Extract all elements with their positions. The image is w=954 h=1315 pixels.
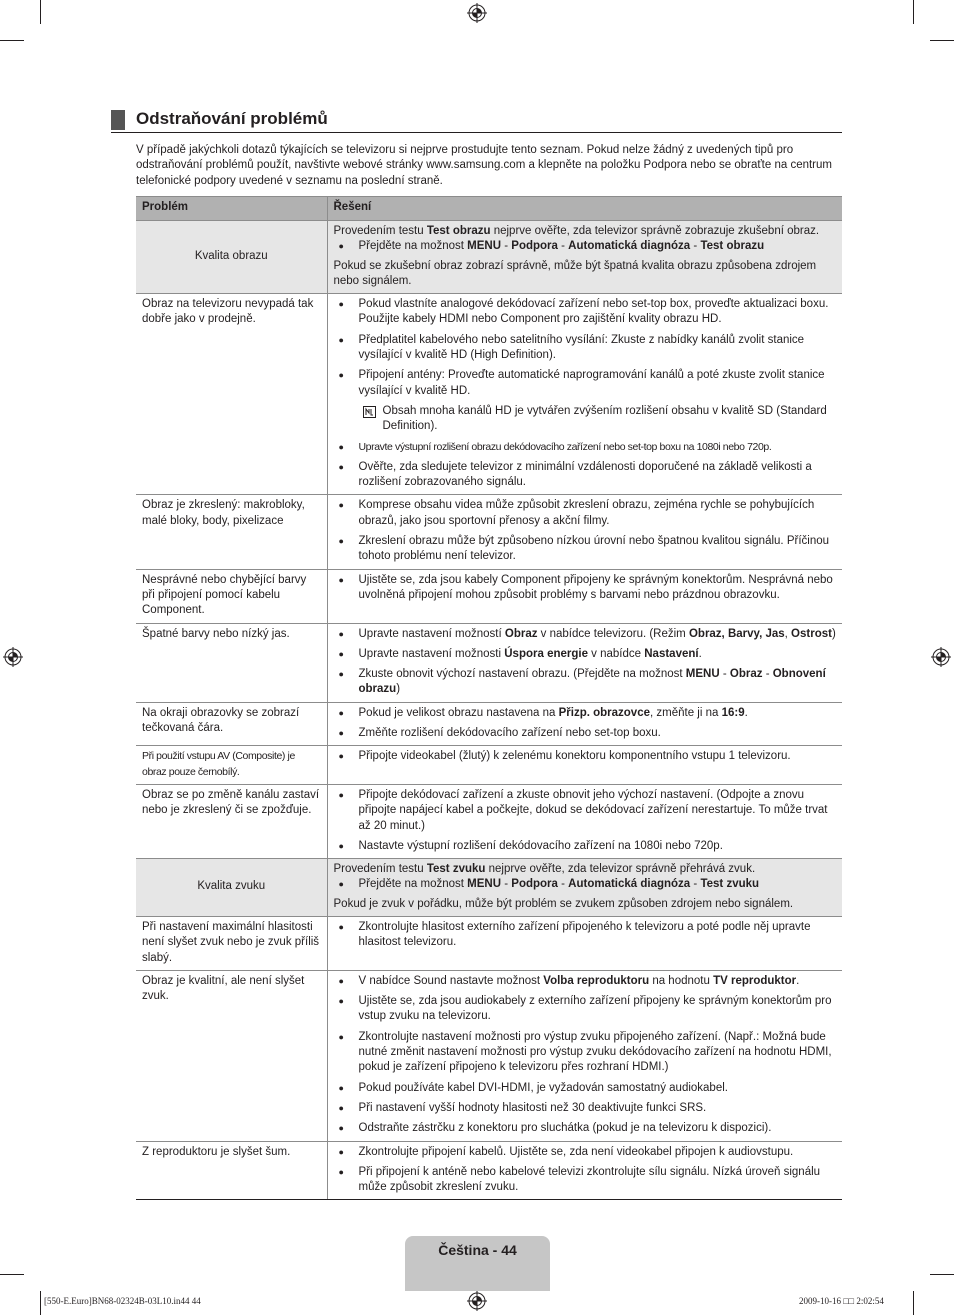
solution-bullet: ● Změňte rozlišení dekódovacího zařízení nebo set-top boxu. (334, 726, 837, 741)
solution-bullet (334, 667, 837, 698)
solution-text: Obraz (729, 668, 763, 681)
solution-bullet: ● Nastavte výstupní rozlišení dekódovacího zařízení na 1080i nebo 720p. (334, 839, 837, 854)
solution-cell (327, 495, 842, 569)
solution-cell (327, 859, 842, 917)
solution-text: MENU (685, 668, 720, 681)
solution-cell (327, 623, 842, 702)
solution-text: - (719, 668, 730, 681)
solution-bullet (334, 440, 837, 455)
page-title: Odstraňování problémů (136, 109, 328, 128)
solution-bullet: ● Zkontrolujte nastavení možnosti pro výstup zvuku připojeného zařízení. (Např.: Možná bude nutné změnit nastavení možnosti pro výstup zvuku dekódovacího zařízení na hodnotu HDMI, pokud je zařízení připojeno k televizoru přes rozhraní HDMI.) (334, 1030, 837, 1076)
solution-text: Automatická diagnóza (568, 878, 691, 891)
page-number-tab (405, 1236, 550, 1291)
solution-bullet (334, 974, 837, 989)
table-row (136, 746, 842, 785)
table-row (136, 859, 842, 917)
solution-text: - (762, 668, 773, 681)
table-row (136, 623, 842, 702)
solution-bullet: ● Komprese obsahu videa může způsobit zkreslení obrazu, zejména rychle se pohybujících obrazů, jako jsou sportovní přenosy a akční filmy. (334, 498, 837, 529)
solution-text: Provedením testu (333, 225, 427, 237)
solution-text: Podpora (511, 878, 558, 891)
solution-bullet: ● Zkreslení obrazu může být způsobeno nízkou úrovní nebo špatnou kvalitou signálu. Příčinou tohoto problému není televizor. (334, 534, 837, 565)
solution-cell (327, 916, 842, 970)
solution-text: TV reproduktor (713, 974, 797, 987)
solution-text: Upravte nastavení možností (358, 627, 505, 640)
solution-cell (327, 569, 842, 623)
solution-text: na hodnotu (649, 974, 714, 987)
crop-mark (930, 1274, 954, 1275)
solution-text: Upravte výstupní rozlišení obrazu dekódovacího zařízení nebo set-top boxu na 1080i nebo 720p. (358, 440, 772, 453)
solution-bullet: ● Připojte dekódovací zařízení a zkuste obnovit jeho výchozí nastavení. (Odpojte a znovu připojte napájecí kabel a počkejte, dokud se dekódovací zařízení nerestartuje. To může trvat až 20 minut.) (334, 788, 837, 834)
solution-bullet: ● Ověřte, zda sledujete televizor z minimální vzdálenosti doporučené na základě velikosti a rozlišení zobrazovaného signálu. (334, 460, 837, 491)
solution-text: Nastavení (644, 647, 699, 660)
table-row (136, 916, 842, 970)
solution-text: Podpora (511, 240, 558, 253)
solution-text: Obraz (504, 627, 538, 640)
table-row (136, 970, 842, 1141)
note-icon (363, 406, 376, 418)
table-row (136, 569, 842, 623)
solution-bullet: ● Připojte videokabel (žlutý) k zelenému konektoru komponentního vstupu 1 televizoru. (334, 749, 837, 764)
solution-text: Volba reproduktoru (543, 974, 650, 987)
solution-text: Upravte nastavení možnosti (358, 647, 505, 660)
problem-cell (136, 746, 327, 785)
solution-text: Test zvuku (700, 878, 760, 891)
solution-text: Pokud je zvuk v pořádku, může být problém se zvukem způsoben zdrojem nebo signálem. (333, 897, 794, 910)
problem-cell: Špatné barvy nebo nízký jas. (136, 623, 327, 702)
solution-text: Přizp. obrazovce (558, 706, 650, 719)
solution-text: - (557, 240, 569, 253)
crop-mark (0, 40, 24, 41)
table-row (136, 702, 842, 746)
problem-cell: Obraz je zkreslený: makrobloky, malé bloky, body, pixelizace (136, 495, 327, 569)
solution-text: nejprve ověřte, zda televizor správně zobrazuje zkušební obraz. (490, 225, 820, 237)
solution-cell (327, 294, 842, 495)
solution-text: V nabídce Sound nastavte možnost (358, 974, 544, 987)
column-header-solution: Řešení (327, 197, 842, 221)
title-marker (111, 110, 125, 130)
solution-cell (327, 784, 842, 858)
solution-cell (327, 702, 842, 746)
crop-mark (930, 40, 954, 41)
problem-cell: Obraz se po změně kanálu zastaví nebo je zkreslený či se zpožďuje. (136, 784, 327, 858)
solution-cell (327, 746, 842, 785)
troubleshooting-table (136, 196, 842, 1200)
solution-bullet: ● Předplatitel kabelového nebo satelitního vysílání: Zkuste z nabídky kanálů zvolit stanice vysílající v kvalitě HD (High Definition). (334, 333, 837, 364)
print-slug-file: [550-E.Euro]BN68-02324B-03L10.in44 44 (44, 1296, 201, 1306)
crop-mark (913, 0, 914, 24)
solution-text: Úspora energie (504, 647, 588, 660)
solution-bullet: ● Při nastavení vyšší hodnoty hlasitosti než 30 deaktivujte funkci SRS. (334, 1101, 837, 1116)
solution-bullet: ● Zkontrolujte připojení kabelů. Ujistěte se, zda není videokabel připojen k audiovstupu. (334, 1145, 837, 1160)
solution-bullet: ● Pokud používáte kabel DVI-HDMI, je vyžadován samostatný audiokabel. (334, 1081, 837, 1096)
solution-text: nejprve ověřte, zda televizor správně přehrává zvuk. (485, 863, 756, 876)
solution-text: Pokud je velikost obrazu nastavena na (358, 706, 559, 719)
solution-text: , (784, 627, 792, 640)
crop-mark (913, 1291, 914, 1315)
page-number: Čeština - 44 (438, 1242, 517, 1258)
solution-bullet (334, 877, 837, 892)
solution-text: . (796, 974, 800, 987)
solution-bullet: ● Připojení antény: Proveďte automatické naprogramování kanálů a poté zkuste zvolit stanice vysílající v kvalitě HD. (334, 368, 837, 399)
solution-bullet: ● Odstraňte zástrčku z konektoru pro sluchátka (pokud je na televizoru k dispozici). (334, 1121, 837, 1136)
solution-bullet: ● Ujistěte se, zda jsou kabely Component připojeny ke správným konektorům. Nesprávná nebo uvolněná připojení mohou způsobit problémy s barvami nebo prázdnou obrazovku. (334, 573, 837, 604)
print-slug-date: 2009-10-16 □□ 2:02:54 (799, 1296, 884, 1306)
solution-cell (327, 221, 842, 294)
note-text: Obsah mnoha kanálů HD je vytvářen zvýšením rozlišení obsahu v kvalitě SD (Standard Definition). (382, 404, 827, 433)
solution-text: 16:9 (721, 706, 745, 719)
solution-text: Přejděte na možnost (358, 878, 468, 891)
table-row (136, 294, 842, 495)
solution-bullet (334, 647, 837, 662)
solution-cell (327, 1141, 842, 1200)
column-header-problem: Problém (136, 197, 327, 221)
solution-bullet: ● Pokud vlastníte analogové dekódovací zařízení nebo set-top box, proveďte aktualizaci boxu. Použijte kabely HDMI nebo Component pro zajištění kvality obrazu HD. (334, 297, 837, 328)
solution-text: - (690, 240, 701, 253)
solution-bullet (334, 706, 837, 721)
solution-text: Ostrost (791, 627, 832, 640)
problem-cell: Na okraji obrazovky se zobrazí tečkovaná čára. (136, 702, 327, 746)
registration-mark-icon (931, 647, 951, 667)
problem-cell: Nesprávné nebo chybějící barvy při připojení pomocí kabelu Component. (136, 569, 327, 623)
solution-text: ) (831, 627, 836, 640)
solution-text: Provedením testu (333, 863, 427, 876)
solution-bullet: ● Zkontrolujte hlasitost externího zařízení připojeného k televizoru a poté podle něj upravte hlasitost televizoru. (334, 920, 837, 951)
table-row (136, 784, 842, 858)
problem-cell: Při nastavení maximální hlasitosti není slyšet zvuk nebo je zvuk příliš slabý. (136, 916, 327, 970)
crop-mark (40, 1291, 41, 1315)
solution-text: - (501, 878, 512, 891)
problem-cell: Obraz je kvalitní, ale není slyšet zvuk. (136, 970, 327, 1141)
problem-cell: Obraz na televizoru nevypadá tak dobře jako v prodejně. (136, 294, 327, 495)
solution-text: Test obrazu (426, 225, 491, 237)
solution-text: Pokud se zkušební obraz zobrazí správně, může být špatná kvalita obrazu způsobena zdrojem nebo signálem. (333, 259, 817, 287)
solution-text: Test obrazu (700, 240, 765, 253)
solution-text: Obnovení obrazu (358, 668, 826, 696)
note-item (334, 404, 837, 435)
problem-cell: Z reproduktoru je slyšet šum. (136, 1141, 327, 1200)
solution-text: Zkuste obnovit výchozí nastavení obrazu. (Přejděte na možnost (358, 668, 686, 681)
solution-text: Test zvuku (426, 863, 486, 876)
problem-text: Při použití vstupu AV (Composite) je obraz pouze černobílý. (142, 750, 295, 778)
table-header-row (136, 197, 842, 221)
solution-text: MENU (467, 240, 502, 253)
solution-bullet (334, 627, 837, 642)
crop-mark (40, 0, 41, 24)
solution-text: v nabídce (587, 647, 645, 660)
solution-text: - (690, 878, 701, 891)
registration-mark-icon (3, 647, 23, 667)
solution-bullet (334, 239, 837, 254)
solution-text: . (744, 706, 748, 719)
solution-text: Přejděte na možnost (358, 240, 468, 253)
table-row (136, 1141, 842, 1200)
problem-cell: Kvalita zvuku (136, 859, 327, 917)
solution-text: v nabídce televizoru. (Režim (537, 627, 689, 640)
solution-text: ) (396, 683, 401, 696)
solution-bullet: ● Ujistěte se, zda jsou audiokabely z externího zařízení připojeny ke správným konektorům pro vstup zvuku na televizoru. (334, 994, 837, 1025)
solution-text: Obraz, Barvy, Jas (688, 627, 785, 640)
solution-text: MENU (467, 878, 502, 891)
intro-paragraph: V případě jakýchkoli dotazů týkajících se televizoru si nejprve prostudujte tento seznam. Pokud nelze žádný z uvedených tipů pro odstraňování problémů použít, navštivte webové stránky www.samsung.com a klepněte na položku Podpora nebo se obraťte na centrum telefonické podpory uvedené v seznamu na poslední straně. (136, 144, 832, 187)
table-row (136, 221, 842, 294)
solution-text: , změňte ji na (650, 706, 722, 719)
problem-cell: Kvalita obrazu (136, 221, 327, 294)
solution-text: . (698, 647, 702, 660)
solution-cell (327, 970, 842, 1141)
registration-mark-icon (467, 1291, 487, 1311)
solution-bullet: ● Při připojení k anténě nebo kabelové televizi zkontrolujte sílu signálu. Nízká úroveň signálu může způsobit zkreslení zvuku. (334, 1165, 837, 1196)
solution-text: - (557, 878, 569, 891)
section-header (111, 108, 842, 133)
solution-text: Automatická diagnóza (568, 240, 691, 253)
registration-mark-icon (467, 3, 487, 23)
solution-text: - (501, 240, 512, 253)
table-row (136, 495, 842, 569)
crop-mark (0, 1274, 24, 1275)
